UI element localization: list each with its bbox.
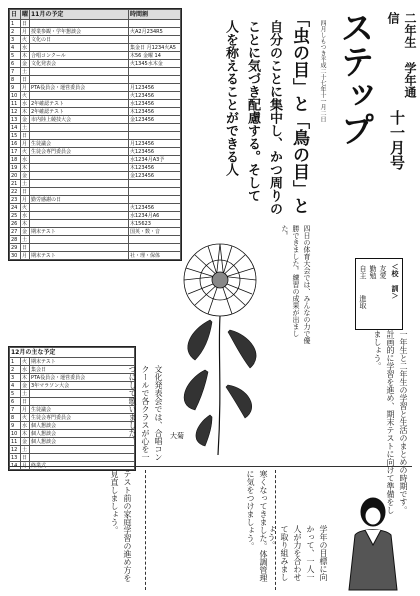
divider: [275, 470, 276, 590]
december-cell: 日: [21, 398, 30, 406]
december-cell: PTA役員会・運営委員会: [30, 374, 135, 382]
schedule-cell: 金123456: [129, 116, 181, 124]
schedule-cell: 23: [10, 196, 21, 204]
schedule-cell: 水1234月A3予: [129, 156, 181, 164]
chrysanthemum-illustration: [150, 220, 290, 460]
schedule-cell: PTA役員会・運営委員会: [30, 84, 129, 92]
schedule-cell: 月: [21, 84, 30, 92]
motto-item: 自主: [359, 265, 367, 279]
schedule-cell: 日: [21, 20, 30, 28]
headline-line1: 「虫の目」と「鳥の目」と: [289, 10, 309, 214]
schedule-cell: [129, 76, 181, 84]
schedule-cell: 日: [21, 188, 30, 196]
schedule-header-cell: 曜: [22, 10, 29, 18]
schedule-cell: [30, 220, 129, 228]
schedule-row: [10, 116, 181, 124]
schedule-row: [10, 100, 181, 108]
schedule-row: [10, 28, 181, 36]
schedule-cell: 4: [10, 44, 21, 52]
article-bottom-left: テスト前の家庭学習の進め方を見直しましょう。: [110, 470, 132, 582]
schedule-cell: [30, 164, 129, 172]
schedule-cell: [30, 124, 129, 132]
schedule-cell: [30, 244, 129, 252]
headline-line2: 自分のことに集中し、かつ周りの: [267, 20, 282, 215]
schedule-cell: [129, 36, 181, 44]
schedule-cell: 火1345水木金: [129, 60, 181, 68]
masthead-title: ステップ: [334, 10, 374, 146]
article-right-top: 四日の体育大会では、みんなの力で優勝できました。練習の成果が出ました。: [281, 225, 311, 344]
article-bottom-right: 学年の目標に向かって、一人一人が力を合わせて取り組みましょう。: [267, 525, 328, 581]
schedule-cell: [129, 188, 181, 196]
december-cell: 個人懇談会: [30, 422, 135, 430]
motto-item: 進取: [359, 295, 367, 309]
schedule-cell: 月: [21, 196, 30, 204]
schedule-cell: 水123456: [129, 100, 181, 108]
december-cell: 水: [21, 366, 30, 374]
schedule-cell: 30: [10, 252, 21, 260]
december-cell: 4: [10, 382, 21, 390]
schedule-cell: [30, 204, 129, 212]
masthead-issue: 十一月号: [388, 110, 406, 170]
schedule-cell: 木56 金曜 14: [129, 52, 181, 60]
schedule-cell: [129, 180, 181, 188]
schedule-cell: 社・理・保体: [129, 252, 181, 260]
schedule-cell: 水: [21, 100, 30, 108]
schedule-row: [10, 196, 181, 204]
divider: [145, 470, 146, 590]
schedule-cell: 1: [10, 20, 21, 28]
headline-line3: ことに気づき配慮する。そして: [245, 20, 260, 202]
motto-item: 勤勉: [369, 265, 377, 279]
schedule-cell: 金: [21, 228, 30, 236]
divider: [8, 466, 412, 467]
schedule-cell: 7: [10, 68, 21, 76]
schedule-row: [10, 84, 181, 92]
schedule-cell: 2年確認テスト: [30, 108, 129, 116]
schedule-row: [10, 188, 181, 196]
schedule-cell: 8: [10, 76, 21, 84]
article-mid: 文化発表会では、合唱コンクールで各クラスが心を一つにして歌いました。: [128, 365, 163, 461]
december-cell: 日: [21, 454, 30, 462]
schedule-cell: 12: [10, 108, 21, 116]
schedule-cell: [30, 172, 129, 180]
schedule-cell: 土: [21, 124, 30, 132]
schedule-cell: 9: [10, 84, 21, 92]
masthead-meta: 四月しもつき平成二十七年十一月二日: [319, 20, 326, 122]
schedule-row: [10, 124, 181, 132]
schedule-row: [10, 92, 181, 100]
schedule-cell: 日: [21, 244, 30, 252]
schedule-cell: 25: [10, 212, 21, 220]
december-cell: 8: [10, 414, 21, 422]
schedule-cell: 月: [21, 252, 30, 260]
schedule-cell: 期末テスト: [30, 252, 129, 260]
december-cell: 14: [10, 462, 21, 470]
schedule-cell: [30, 44, 129, 52]
schedule-row: [10, 36, 181, 44]
schedule-cell: 金123456: [129, 172, 181, 180]
schedule-cell: 水: [21, 44, 30, 52]
schedule-cell: 火123456: [129, 92, 181, 100]
schedule-cell: 生徒会専門委員会: [30, 148, 129, 156]
schedule-cell: 水: [21, 212, 30, 220]
december-cell: 木: [21, 430, 30, 438]
schedule-cell: 13: [10, 116, 21, 124]
headline-line4: 人を称えることができる人: [223, 20, 238, 176]
schedule-row: [10, 132, 181, 140]
schedule-cell: 月: [21, 140, 30, 148]
december-cell: 1: [10, 358, 21, 366]
student-illustration: [335, 490, 410, 590]
december-cell: 7: [10, 406, 21, 414]
schedule-cell: 期末テスト: [30, 228, 129, 236]
schedule-cell: 木: [21, 108, 30, 116]
schedule-row: [10, 108, 181, 116]
schedule-cell: 11: [10, 100, 21, 108]
schedule-cell: 3: [10, 36, 21, 44]
schedule-cell: 土: [21, 68, 30, 76]
schedule-cell: [129, 68, 181, 76]
schedule-cell: 市内陸上競技大会: [30, 116, 129, 124]
schedule-cell: 火: [21, 36, 30, 44]
schedule-cell: 21: [10, 180, 21, 188]
schedule-row: [10, 172, 181, 180]
schedule-cell: [30, 156, 129, 164]
schedule-header-cell: 時間割: [129, 10, 181, 20]
schedule-cell: 金: [21, 116, 30, 124]
schedule-header: [10, 10, 181, 20]
schedule-cell: 火123456: [129, 204, 181, 212]
schedule-cell: 月: [21, 28, 30, 36]
schedule-row: [10, 52, 181, 60]
schedule-cell: 金: [21, 60, 30, 68]
december-cell: 9: [10, 422, 21, 430]
schedule-row: [10, 68, 181, 76]
schedule-cell: 28: [10, 236, 21, 244]
masthead-subtitle: 二年生 学年通信: [386, 12, 417, 98]
schedule-cell: [30, 76, 129, 84]
schedule-row: [10, 180, 181, 188]
december-cell: 火: [21, 358, 30, 366]
schedule-cell: 22: [10, 188, 21, 196]
december-cell: 2: [10, 366, 21, 374]
schedule-cell: 29: [10, 244, 21, 252]
schedule-cell: 27: [10, 228, 21, 236]
schedule-cell: 火A2月234R5: [129, 28, 181, 36]
schedule-cell: 19: [10, 164, 21, 172]
december-cell: 火: [21, 414, 30, 422]
december-cell: 3年マラソン大会: [30, 382, 135, 390]
schedule-cell: 17: [10, 148, 21, 156]
schedule-cell: [30, 68, 129, 76]
motto-item: 友愛: [379, 265, 387, 279]
december-cell: 12: [10, 446, 21, 454]
schedule-row: [10, 60, 181, 68]
schedule-cell: 国英・数・音: [129, 228, 181, 236]
december-cell: 終業式: [30, 462, 135, 470]
schedule-cell: 集金日 月1234火A5: [129, 44, 181, 52]
article-right: 一年生と二年生の学習と生活のまとめの時期です。計画的に学習を進め、期末テストに向けて準備をしましょう。: [373, 330, 408, 514]
december-cell: 個人懇談会: [30, 430, 135, 438]
schedule-cell: 月123456: [129, 84, 181, 92]
schedule-cell: 文化発表会: [30, 60, 129, 68]
schedule-cell: 合唱コンクール: [30, 52, 129, 60]
schedule-cell: [129, 20, 181, 28]
december-cell: 期末テスト: [30, 358, 135, 366]
schedule-cell: 水: [21, 156, 30, 164]
december-cell: 13: [10, 454, 21, 462]
schedule-row: [10, 156, 181, 164]
schedule-cell: [30, 212, 129, 220]
schedule-cell: 2年確認テスト: [30, 100, 129, 108]
schedule-row: [10, 204, 181, 212]
december-cell: 個人懇談会: [30, 438, 135, 446]
schedule-row: [10, 148, 181, 156]
december-cell: 土: [21, 446, 30, 454]
schedule-header-cell: 日: [10, 10, 21, 20]
schedule-cell: 水1234月A6: [129, 212, 181, 220]
schedule-cell: 火: [21, 92, 30, 100]
schedule-cell: 木15623: [129, 220, 181, 228]
schedule-cell: 16: [10, 140, 21, 148]
schedule-cell: 18: [10, 156, 21, 164]
schedule-row: [10, 76, 181, 84]
motto-box: [355, 258, 403, 330]
schedule-cell: 土: [21, 180, 30, 188]
schedule-cell: 金: [21, 172, 30, 180]
schedule-cell: 2: [10, 28, 21, 36]
schedule-cell: 26: [10, 220, 21, 228]
schedule-cell: 土: [21, 236, 30, 244]
schedule-cell: 日: [21, 76, 30, 84]
art-signature: 大菊: [170, 432, 184, 440]
schedule-cell: [30, 20, 129, 28]
december-cell: 金: [21, 438, 30, 446]
schedule-cell: 木: [21, 52, 30, 60]
schedule-row: [10, 212, 181, 220]
schedule-cell: [30, 132, 129, 140]
schedule-row: [10, 164, 181, 172]
schedule-cell: [30, 180, 129, 188]
schedule-cell: 20: [10, 172, 21, 180]
schedule-cell: 15: [10, 132, 21, 140]
schedule-cell: 木: [21, 220, 30, 228]
december-cell: 水: [21, 422, 30, 430]
december-cell: 10: [10, 430, 21, 438]
schedule-cell: 文化の日: [30, 36, 129, 44]
december-cell: 生徒会専門委員会: [30, 414, 135, 422]
december-cell: 11: [10, 438, 21, 446]
schedule-cell: 木: [21, 164, 30, 172]
schedule-cell: [30, 188, 129, 196]
schedule-cell: 10: [10, 92, 21, 100]
schedule-cell: [129, 196, 181, 204]
december-cell: 生徒議会: [30, 406, 135, 414]
december-title: 12月の主な予定: [10, 348, 135, 358]
schedule-cell: 勤労感謝の日: [30, 196, 129, 204]
schedule-cell: 6: [10, 60, 21, 68]
schedule-row: [10, 44, 181, 52]
schedule-cell: 月123456: [129, 140, 181, 148]
december-cell: 月: [21, 406, 30, 414]
schedule-cell: [30, 92, 129, 100]
december-cell: 木: [21, 374, 30, 382]
schedule-cell: 授業参観・学年懇談会: [30, 28, 129, 36]
december-cell: 5: [10, 390, 21, 398]
december-cell: 3: [10, 374, 21, 382]
december-cell: 金: [21, 382, 30, 390]
schedule-cell: [30, 236, 129, 244]
schedule-cell: 火: [21, 204, 30, 212]
schedule-cell: 日: [21, 132, 30, 140]
schedule-cell: [129, 124, 181, 132]
schedule-cell: 24: [10, 204, 21, 212]
schedule-row: [10, 140, 181, 148]
article-bottom-mid: 寒くなってきました。体調管理に気をつけましょう。: [246, 470, 268, 582]
schedule-cell: 5: [10, 52, 21, 60]
headline: [190, 10, 312, 220]
december-cell: 土: [21, 390, 30, 398]
schedule-row: [10, 20, 181, 28]
schedule-cell: 火: [21, 148, 30, 156]
december-cell: 6: [10, 398, 21, 406]
schedule-cell: [129, 132, 181, 140]
motto-label: ＜校 訓＞: [391, 263, 399, 299]
december-cell: 集会日: [30, 366, 135, 374]
schedule-header-cell: 11月の予定: [30, 10, 129, 20]
schedule-cell: 木123456: [129, 164, 181, 172]
schedule-cell: 生徒議会: [30, 140, 129, 148]
schedule-cell: 木123456: [129, 108, 181, 116]
schedule-cell: 14: [10, 124, 21, 132]
december-cell: 月: [21, 462, 30, 470]
schedule-cell: 火123456: [129, 148, 181, 156]
